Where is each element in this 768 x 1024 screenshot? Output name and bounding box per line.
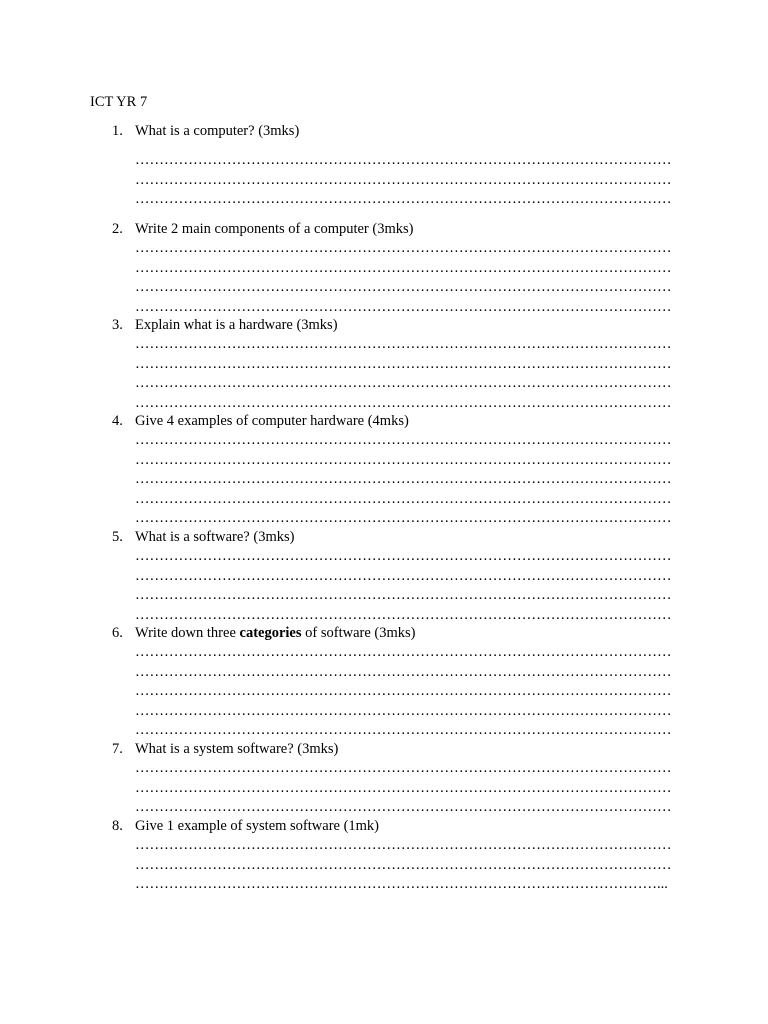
question-text: Give 4 examples of computer hardware (4mks): [135, 413, 409, 429]
question-header: [0, 817, 768, 836]
answer-line: …………………………………………………………………………………………………: [135, 152, 672, 169]
question-number: 4.: [112, 413, 123, 429]
question-text: Give 1 example of system software (1mk): [135, 818, 380, 834]
question-header: [0, 624, 768, 643]
question-header: [0, 316, 768, 335]
answer-line: …………………………………………………………………………………………………: [135, 509, 672, 526]
document-title: ICT YR 7: [90, 94, 148, 110]
answer-area[interactable]: [135, 643, 678, 740]
question-number: 7.: [112, 741, 123, 757]
answer-line: …………………………………………………………………………………………………: [135, 336, 672, 353]
question-number: 6.: [112, 625, 123, 641]
question-header: [0, 412, 768, 431]
answer-line: …………………………………………………………………………………………………: [135, 548, 672, 565]
answer-line: …………………………………………………………………………………………………: [135, 355, 672, 372]
answer-line: …………………………………………………………………………………………………: [135, 799, 672, 816]
question-header: [0, 220, 768, 239]
question-number: 3.: [112, 317, 123, 333]
question-number: 8.: [112, 818, 123, 834]
question-header: [0, 528, 768, 547]
question-text-emphasis: categories: [239, 625, 302, 641]
answer-line: …………………………………………………………………………………………………: [135, 567, 672, 584]
answer-line: …………………………………………………………………………………………………: [135, 432, 672, 449]
question-1: [0, 122, 768, 210]
answer-line: …………………………………………………………………………………………………: [135, 587, 672, 604]
answer-area[interactable]: [135, 151, 678, 209]
answer-line: …………………………………………………………………………………………………: [135, 394, 672, 411]
question-header: [0, 740, 768, 759]
question-number: 5.: [112, 529, 123, 545]
question-text: [135, 624, 415, 643]
question-text: Write 2 main components of a computer (3mks): [135, 221, 414, 237]
answer-line: …………………………………………………………………………………………………: [135, 471, 672, 488]
answer-line: …………………………………………………………………………………………………: [135, 375, 672, 392]
answer-line: …………………………………………………………………………………………………: [135, 760, 672, 777]
question-2: [0, 220, 768, 317]
answer-area[interactable]: [135, 836, 678, 894]
question-text-after: of software (3mks): [301, 625, 416, 641]
question-number: 2.: [112, 221, 123, 237]
question-text: What is a computer? (3mks): [135, 123, 300, 139]
answer-line: …………………………………………………………………………………………………: [135, 279, 672, 296]
answer-area[interactable]: [135, 239, 678, 317]
answer-line: …………………………………………………………………………………………………: [135, 171, 672, 188]
answer-line: …………………………………………………………………………………………………: [135, 721, 672, 738]
answer-line: …………………………………………………………………………………………………: [135, 259, 672, 276]
question-header: [0, 122, 768, 141]
answer-line: …………………………………………………………………………………………………: [135, 663, 672, 680]
question-4: [0, 412, 768, 528]
question-text: What is a software? (3mks): [135, 529, 295, 545]
answer-line: …………………………………………………………………………………………………: [135, 451, 672, 468]
answer-line: …………………………………………………………………………………………………: [135, 606, 672, 623]
answer-line: …………………………………………………………………………………………………: [135, 298, 672, 315]
question-text: What is a system software? (3mks): [135, 741, 339, 757]
answer-line: …………………………………………………………………………………………………: [135, 837, 672, 854]
answer-line: …………………………………………………………………………………………………: [135, 779, 672, 796]
answer-line: …………………………………………………………………………………………………: [135, 856, 672, 873]
question-3: [0, 316, 768, 413]
question-5: [0, 528, 768, 625]
answer-line: …………………………………………………………………………………………………: [135, 191, 672, 208]
answer-line: …………………………………………………………………………………………………: [135, 683, 672, 700]
answer-area[interactable]: [135, 335, 678, 413]
answer-line: …………………………………………………………………………………………………: [135, 702, 672, 719]
answer-line: …………………………………………………………………………………………………: [135, 240, 672, 257]
question-8: [0, 817, 768, 895]
question-6: [0, 624, 768, 740]
answer-line: …………………………………………………………………………………………………: [135, 490, 672, 507]
answer-line: ………………………………………………………………………………………………...: [135, 876, 668, 893]
answer-area[interactable]: [135, 759, 678, 817]
answer-area[interactable]: [135, 431, 678, 528]
question-7: [0, 740, 768, 818]
answer-area[interactable]: [135, 547, 678, 625]
answer-line: …………………………………………………………………………………………………: [135, 644, 672, 661]
question-text-before: Write down three: [135, 625, 240, 641]
question-number: 1.: [112, 123, 123, 139]
question-text: Explain what is a hardware (3mks): [135, 317, 338, 333]
